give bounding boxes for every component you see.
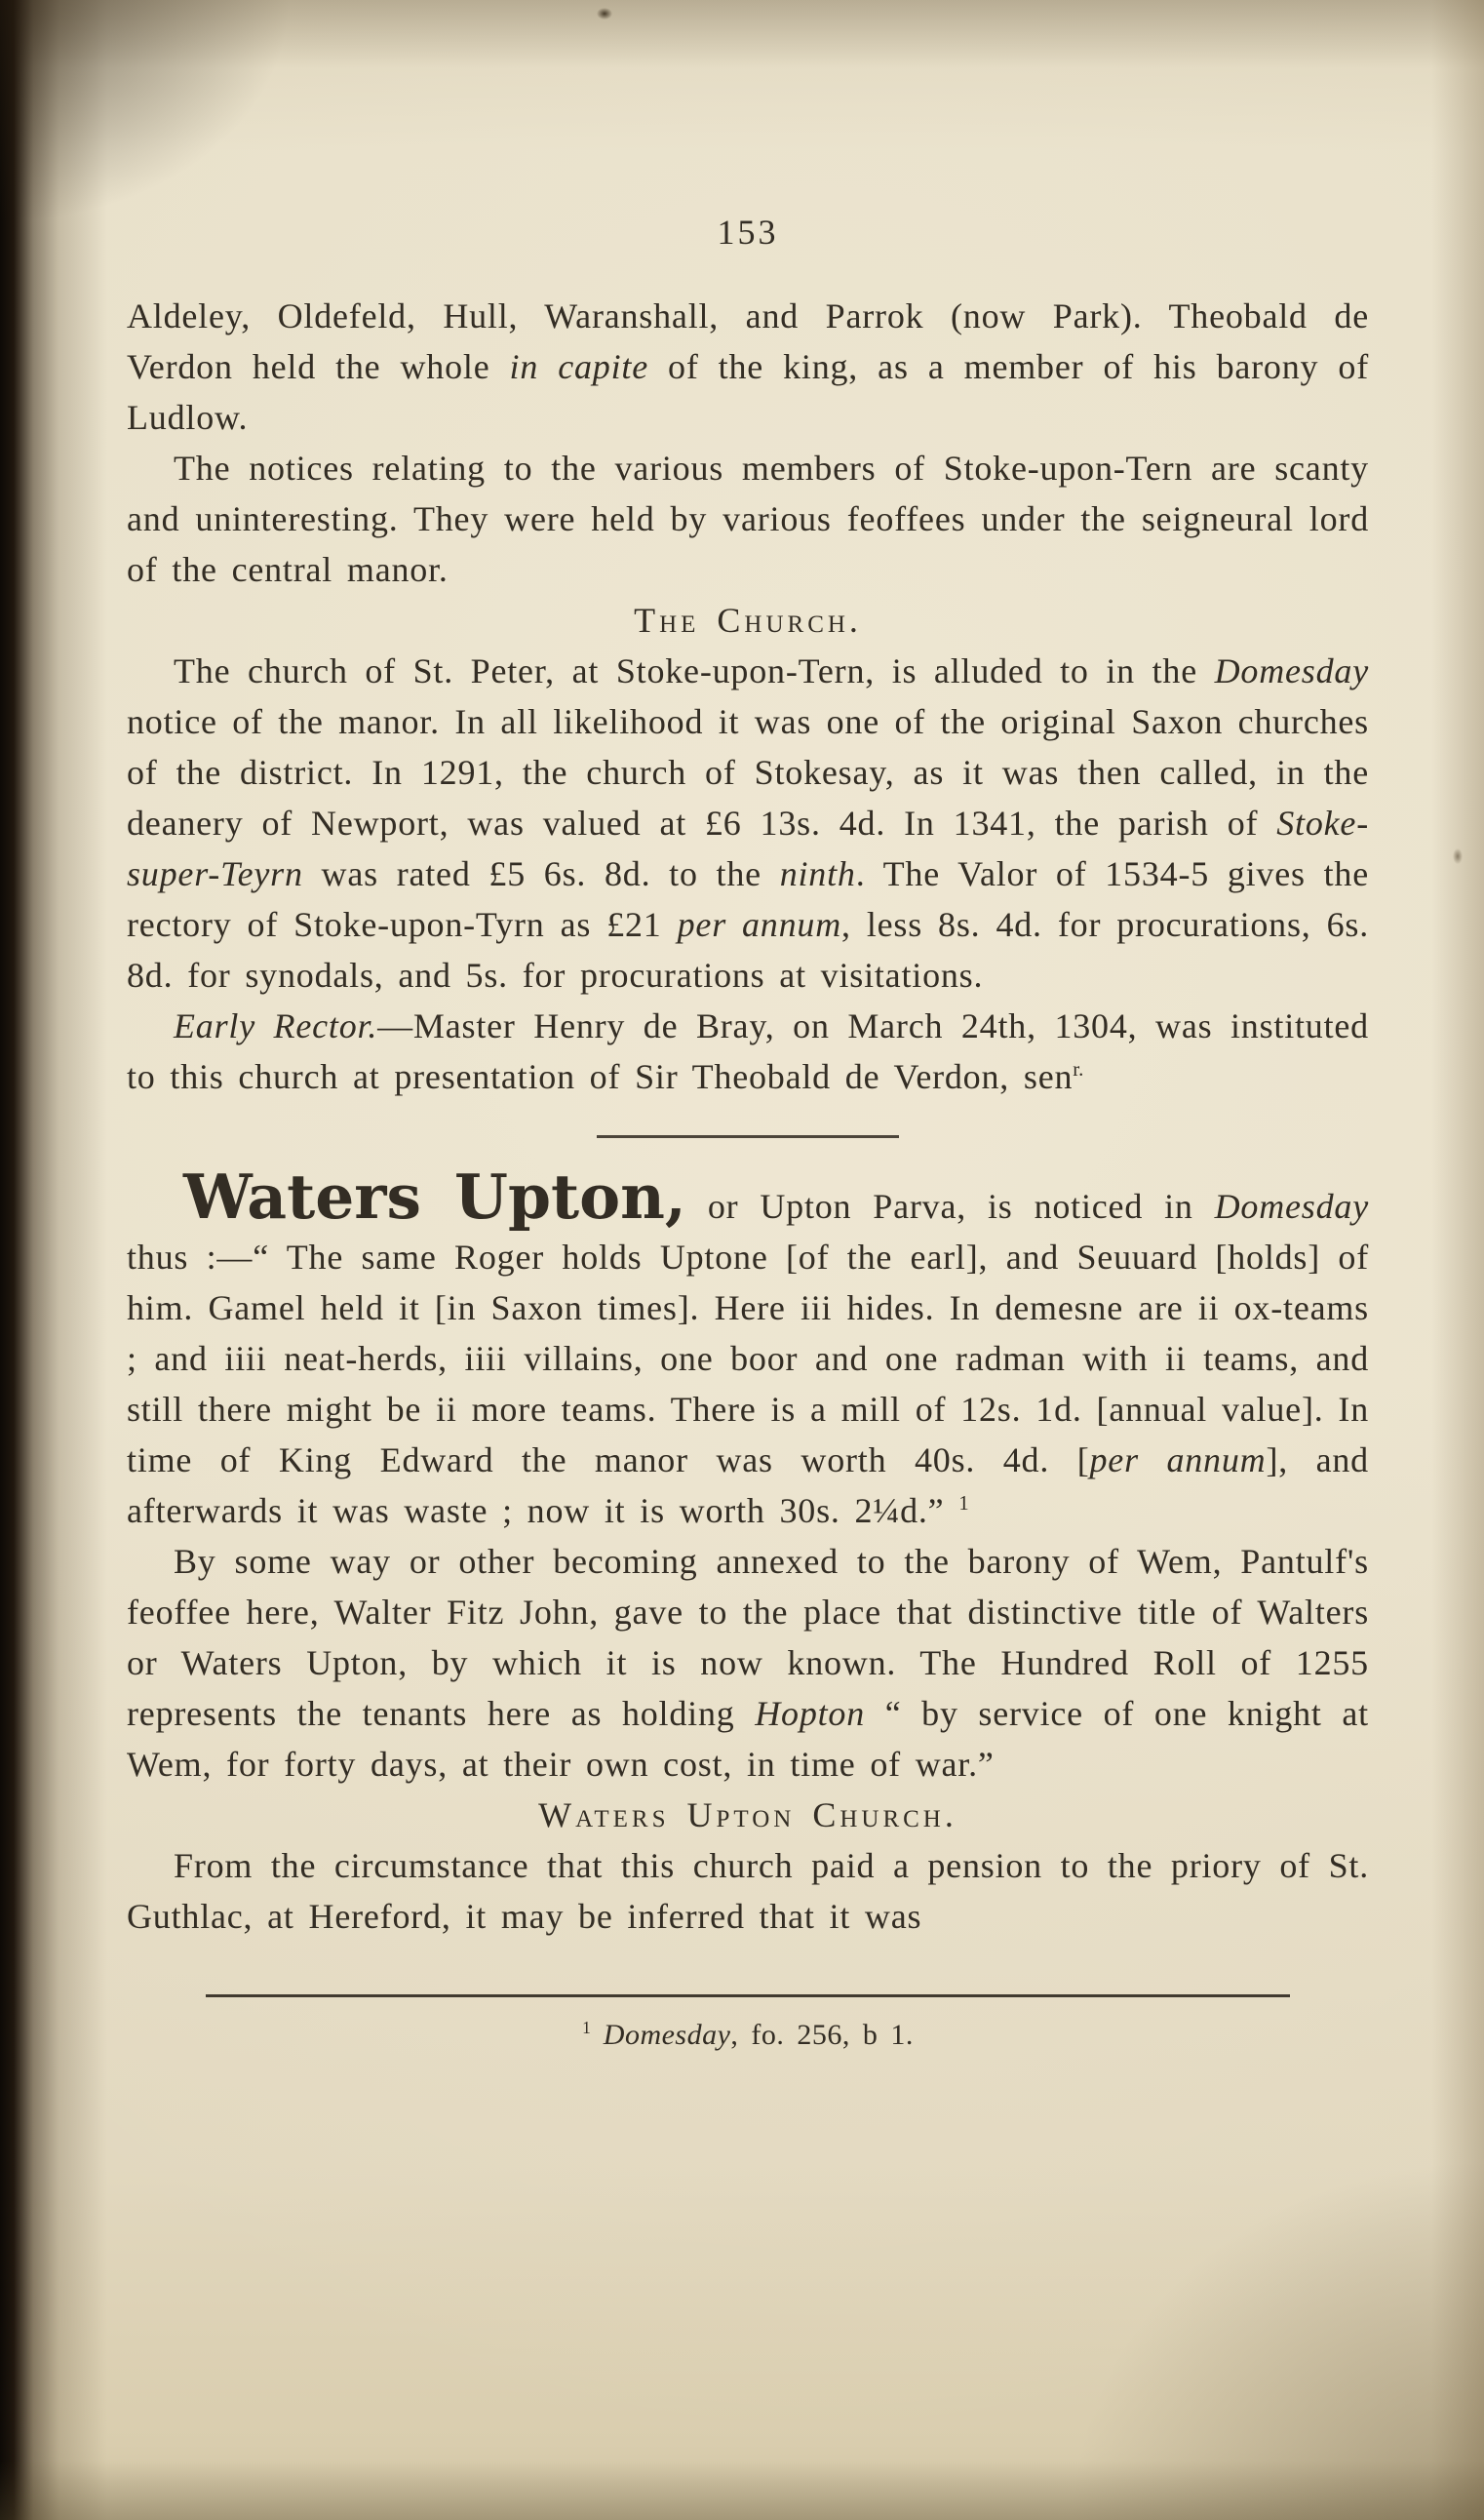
text-run [944,1491,958,1530]
italic-run: Domesday [1214,1187,1369,1226]
page-content [127,207,1369,2056]
text-run: “ by service of one knight at Wem, for forty days, at their own cost, in time of war.” [127,1694,1369,1784]
text-run: of the king, as a member of his barony of Ludlow. [127,347,1369,437]
text-run: , fo. 256, b 1. [730,2019,914,2051]
italic-run: per annum [677,905,842,944]
italic-run: ninth [779,854,856,893]
section-divider [597,1135,899,1138]
text-run: From the circumstance that this church paid a pension to the priory of St. Guthlac, at Hereford, it may be inferred that it was [127,1846,1369,1936]
top-left-corner-shadow [0,0,293,224]
italic-run: Domesday [1214,651,1369,690]
italic-run: Stoke-super-Teyrn [127,804,1369,893]
text-run: The notices relating to the various members of Stoke-upon-Tern are scanty and uninteresting. They were held by various feoffees under the seigneural lord of the central manor. [127,449,1369,589]
superscript-mark: 1 [958,1491,969,1515]
text-run [591,2019,604,2051]
italic-run: Early Rector. [174,1006,378,1045]
text-run: , less 8s. 4d. for procurations, 6s. 8d. for synodals, and 5s. for procurations at visitations. [127,905,1370,995]
paragraph-waters-upton-domesday [127,1161,1369,1536]
paragraph-aldeley-continuation [127,291,1369,443]
text-run: or Upton Parva, is noticed in [685,1187,1215,1226]
text-run: . The Valor of 1534-5 gives the rectory of Stoke-upon-Tyrn as £21 [127,854,1369,944]
text-run: thus :—“ The same Roger holds Uptone [of the earl], and Seuuard [holds] of him. Gamel held it [in Saxon times]. Here iii hides. In demesne are ii ox-teams ; and iiii neat-herds, iiii villains, one boor and one radman with ii teams, and still there might be ii more teams. There is a mill of 12s. 1d. [annual value]. In time of King Edward the manor was worth 40s. 4d. [ [127,1238,1369,1479]
text-run: The church of St. Peter, at Stoke-upon-Tern, is alluded to in the [174,651,1215,690]
paragraph-pension [127,1840,1369,1942]
italic-run: per annum [1089,1440,1267,1479]
italic-run: in capite [509,347,648,386]
bottom-edge-shadow [0,2461,1484,2520]
text-run: ], and afterwards it was waste ; now it is worth 30s. 2¼d.” [127,1440,1369,1530]
superscript-mark: r. [1073,1057,1084,1081]
paragraph-early-rector [127,1001,1369,1102]
text-run: was rated £5 6s. 8d. to the [302,854,780,893]
italic-run: Domesday [603,2019,731,2051]
paragraph-notices [127,443,1369,595]
paragraph-church-history [127,646,1369,1001]
footnote [127,2015,1369,2056]
text-run: notice of the manor. In all likelihood it was one of the original Saxon churches of the district. In 1291, the church of Stokesay, as it was then called, in the deanery of Newport, was valued at £6 13s. 4d. In 1341, the parish of [127,702,1369,843]
ink-speck-small [1453,848,1463,864]
superscript-mark: 1 [582,2018,591,2037]
page-number: 153 [717,213,779,252]
heading-the-church: The Church. [634,601,862,640]
text-run: By some way or other becoming annexed to the barony of Wem, Pantulf's feoffee here, Walter Fitz John, gave to the place that distinctive title of Walters or Waters Upton, by which it is now known. The Hundred Roll of 1255 represents the tenants here as holding [127,1542,1369,1733]
binding-shadow [0,0,107,2520]
text-run: Aldeley, Oldefeld, Hull, Waranshall, and Parrok (now Park). Theobald de Verdon held the whole [127,296,1369,386]
blackletter-section-title: Waters Upton, [183,1161,686,1233]
heading-waters-upton-church: Waters Upton Church. [538,1795,957,1834]
paragraph-barony-of-wem [127,1536,1369,1790]
ink-speck [597,8,612,20]
italic-run: Hopton [755,1694,866,1733]
text-run: —Master Henry de Bray, on March 24th, 1304, was instituted to this church at presentation of Sir Theobald de Verdon, sen [127,1006,1369,1096]
footnote-rule [206,1994,1290,1997]
